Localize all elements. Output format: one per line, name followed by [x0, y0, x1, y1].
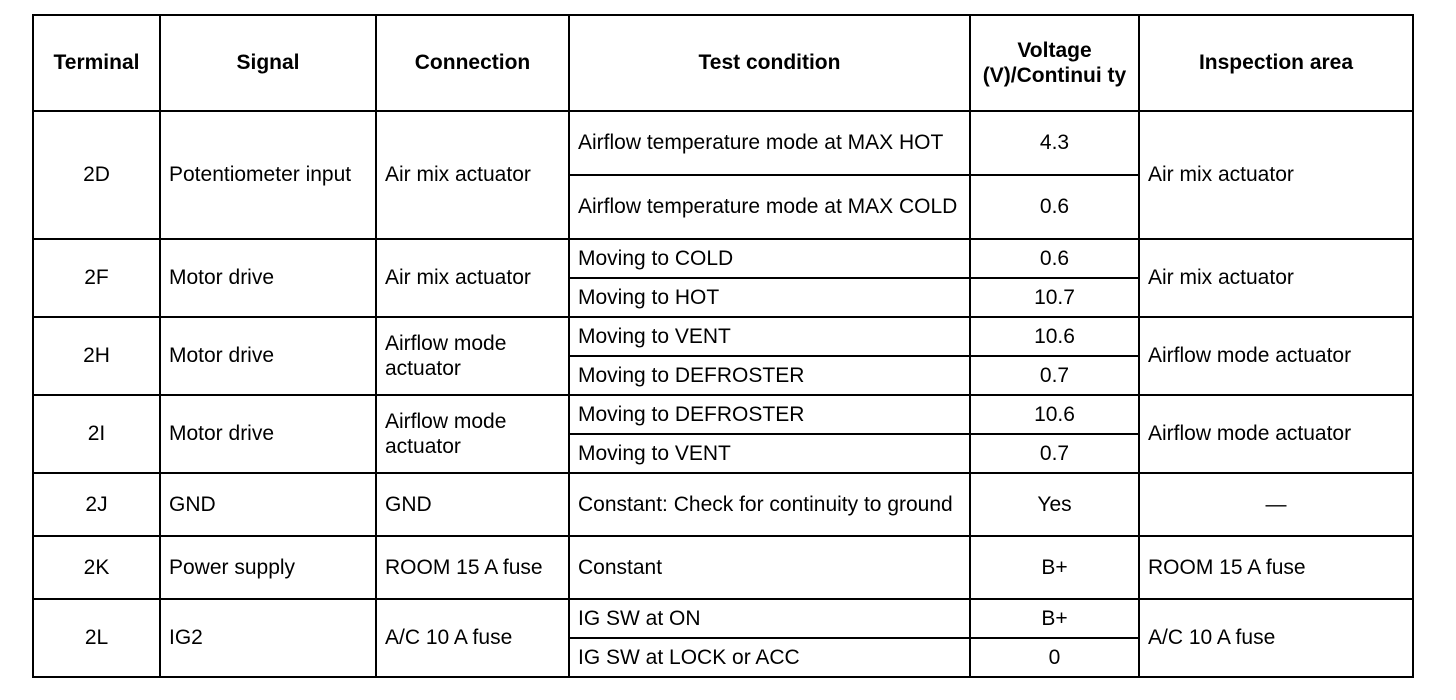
condition-cell: Moving to HOT	[569, 278, 970, 317]
condition-cell: Airflow temperature mode at MAX COLD	[569, 175, 970, 239]
value-cell: 4.3	[970, 111, 1139, 175]
value-cell: B+	[970, 599, 1139, 638]
connection-cell: Airflow mode actuator	[376, 317, 569, 395]
terminal-cell: 2H	[33, 317, 160, 395]
condition-cell: Constant	[569, 536, 970, 599]
value-cell: Yes	[970, 473, 1139, 536]
signal-cell: GND	[160, 473, 376, 536]
table-row	[33, 473, 1413, 536]
value-cell: B+	[970, 536, 1139, 599]
value-cell: 10.7	[970, 278, 1139, 317]
header-row	[33, 15, 1413, 111]
header-signal: Signal	[160, 15, 376, 111]
inspection-area-cell: Air mix actuator	[1139, 239, 1413, 317]
inspection-area-cell: A/C 10 A fuse	[1139, 599, 1413, 677]
condition-cell: IG SW at ON	[569, 599, 970, 638]
connection-cell: A/C 10 A fuse	[376, 599, 569, 677]
table-row	[33, 317, 1413, 356]
header-terminal: Terminal	[33, 15, 160, 111]
signal-cell: Potentiometer input	[160, 111, 376, 239]
terminal-cell: 2D	[33, 111, 160, 239]
table-row	[33, 536, 1413, 599]
inspection-area-cell: ROOM 15 A fuse	[1139, 536, 1413, 599]
value-cell: 10.6	[970, 317, 1139, 356]
table-row	[33, 599, 1413, 638]
signal-cell: Motor drive	[160, 239, 376, 317]
signal-cell: IG2	[160, 599, 376, 677]
value-cell: 10.6	[970, 395, 1139, 434]
terminal-cell: 2L	[33, 599, 160, 677]
condition-cell: Moving to DEFROSTER	[569, 395, 970, 434]
condition-cell: Moving to VENT	[569, 434, 970, 473]
connection-cell: ROOM 15 A fuse	[376, 536, 569, 599]
inspection-area-cell: Air mix actuator	[1139, 111, 1413, 239]
header-connection: Connection	[376, 15, 569, 111]
connection-cell: Airflow mode actuator	[376, 395, 569, 473]
condition-cell: Moving to VENT	[569, 317, 970, 356]
table-row	[33, 111, 1413, 175]
value-cell: 0	[970, 638, 1139, 677]
header-test-condition: Test condition	[569, 15, 970, 111]
header-inspection-area: Inspection area	[1139, 15, 1413, 111]
condition-cell: Airflow temperature mode at MAX HOT	[569, 111, 970, 175]
signal-cell: Motor drive	[160, 395, 376, 473]
value-cell: 0.7	[970, 356, 1139, 395]
signal-cell: Motor drive	[160, 317, 376, 395]
terminal-cell: 2K	[33, 536, 160, 599]
value-cell: 0.7	[970, 434, 1139, 473]
condition-cell: Moving to COLD	[569, 239, 970, 278]
header-voltage-continuity: Voltage (V)/Continui ty	[970, 15, 1139, 111]
terminal-cell: 2I	[33, 395, 160, 473]
value-cell: 0.6	[970, 239, 1139, 278]
inspection-area-cell: Airflow mode actuator	[1139, 317, 1413, 395]
inspection-area-cell: —	[1139, 473, 1413, 536]
connection-cell: GND	[376, 473, 569, 536]
signal-cell: Power supply	[160, 536, 376, 599]
inspection-area-cell: Airflow mode actuator	[1139, 395, 1413, 473]
connection-cell: Air mix actuator	[376, 111, 569, 239]
table-row	[33, 395, 1413, 434]
condition-cell: Moving to DEFROSTER	[569, 356, 970, 395]
terminal-inspection-table	[32, 14, 1414, 678]
connection-cell: Air mix actuator	[376, 239, 569, 317]
table-row	[33, 239, 1413, 278]
condition-cell: IG SW at LOCK or ACC	[569, 638, 970, 677]
terminal-cell: 2J	[33, 473, 160, 536]
terminal-cell: 2F	[33, 239, 160, 317]
value-cell: 0.6	[970, 175, 1139, 239]
condition-cell: Constant: Check for continuity to ground	[569, 473, 970, 536]
